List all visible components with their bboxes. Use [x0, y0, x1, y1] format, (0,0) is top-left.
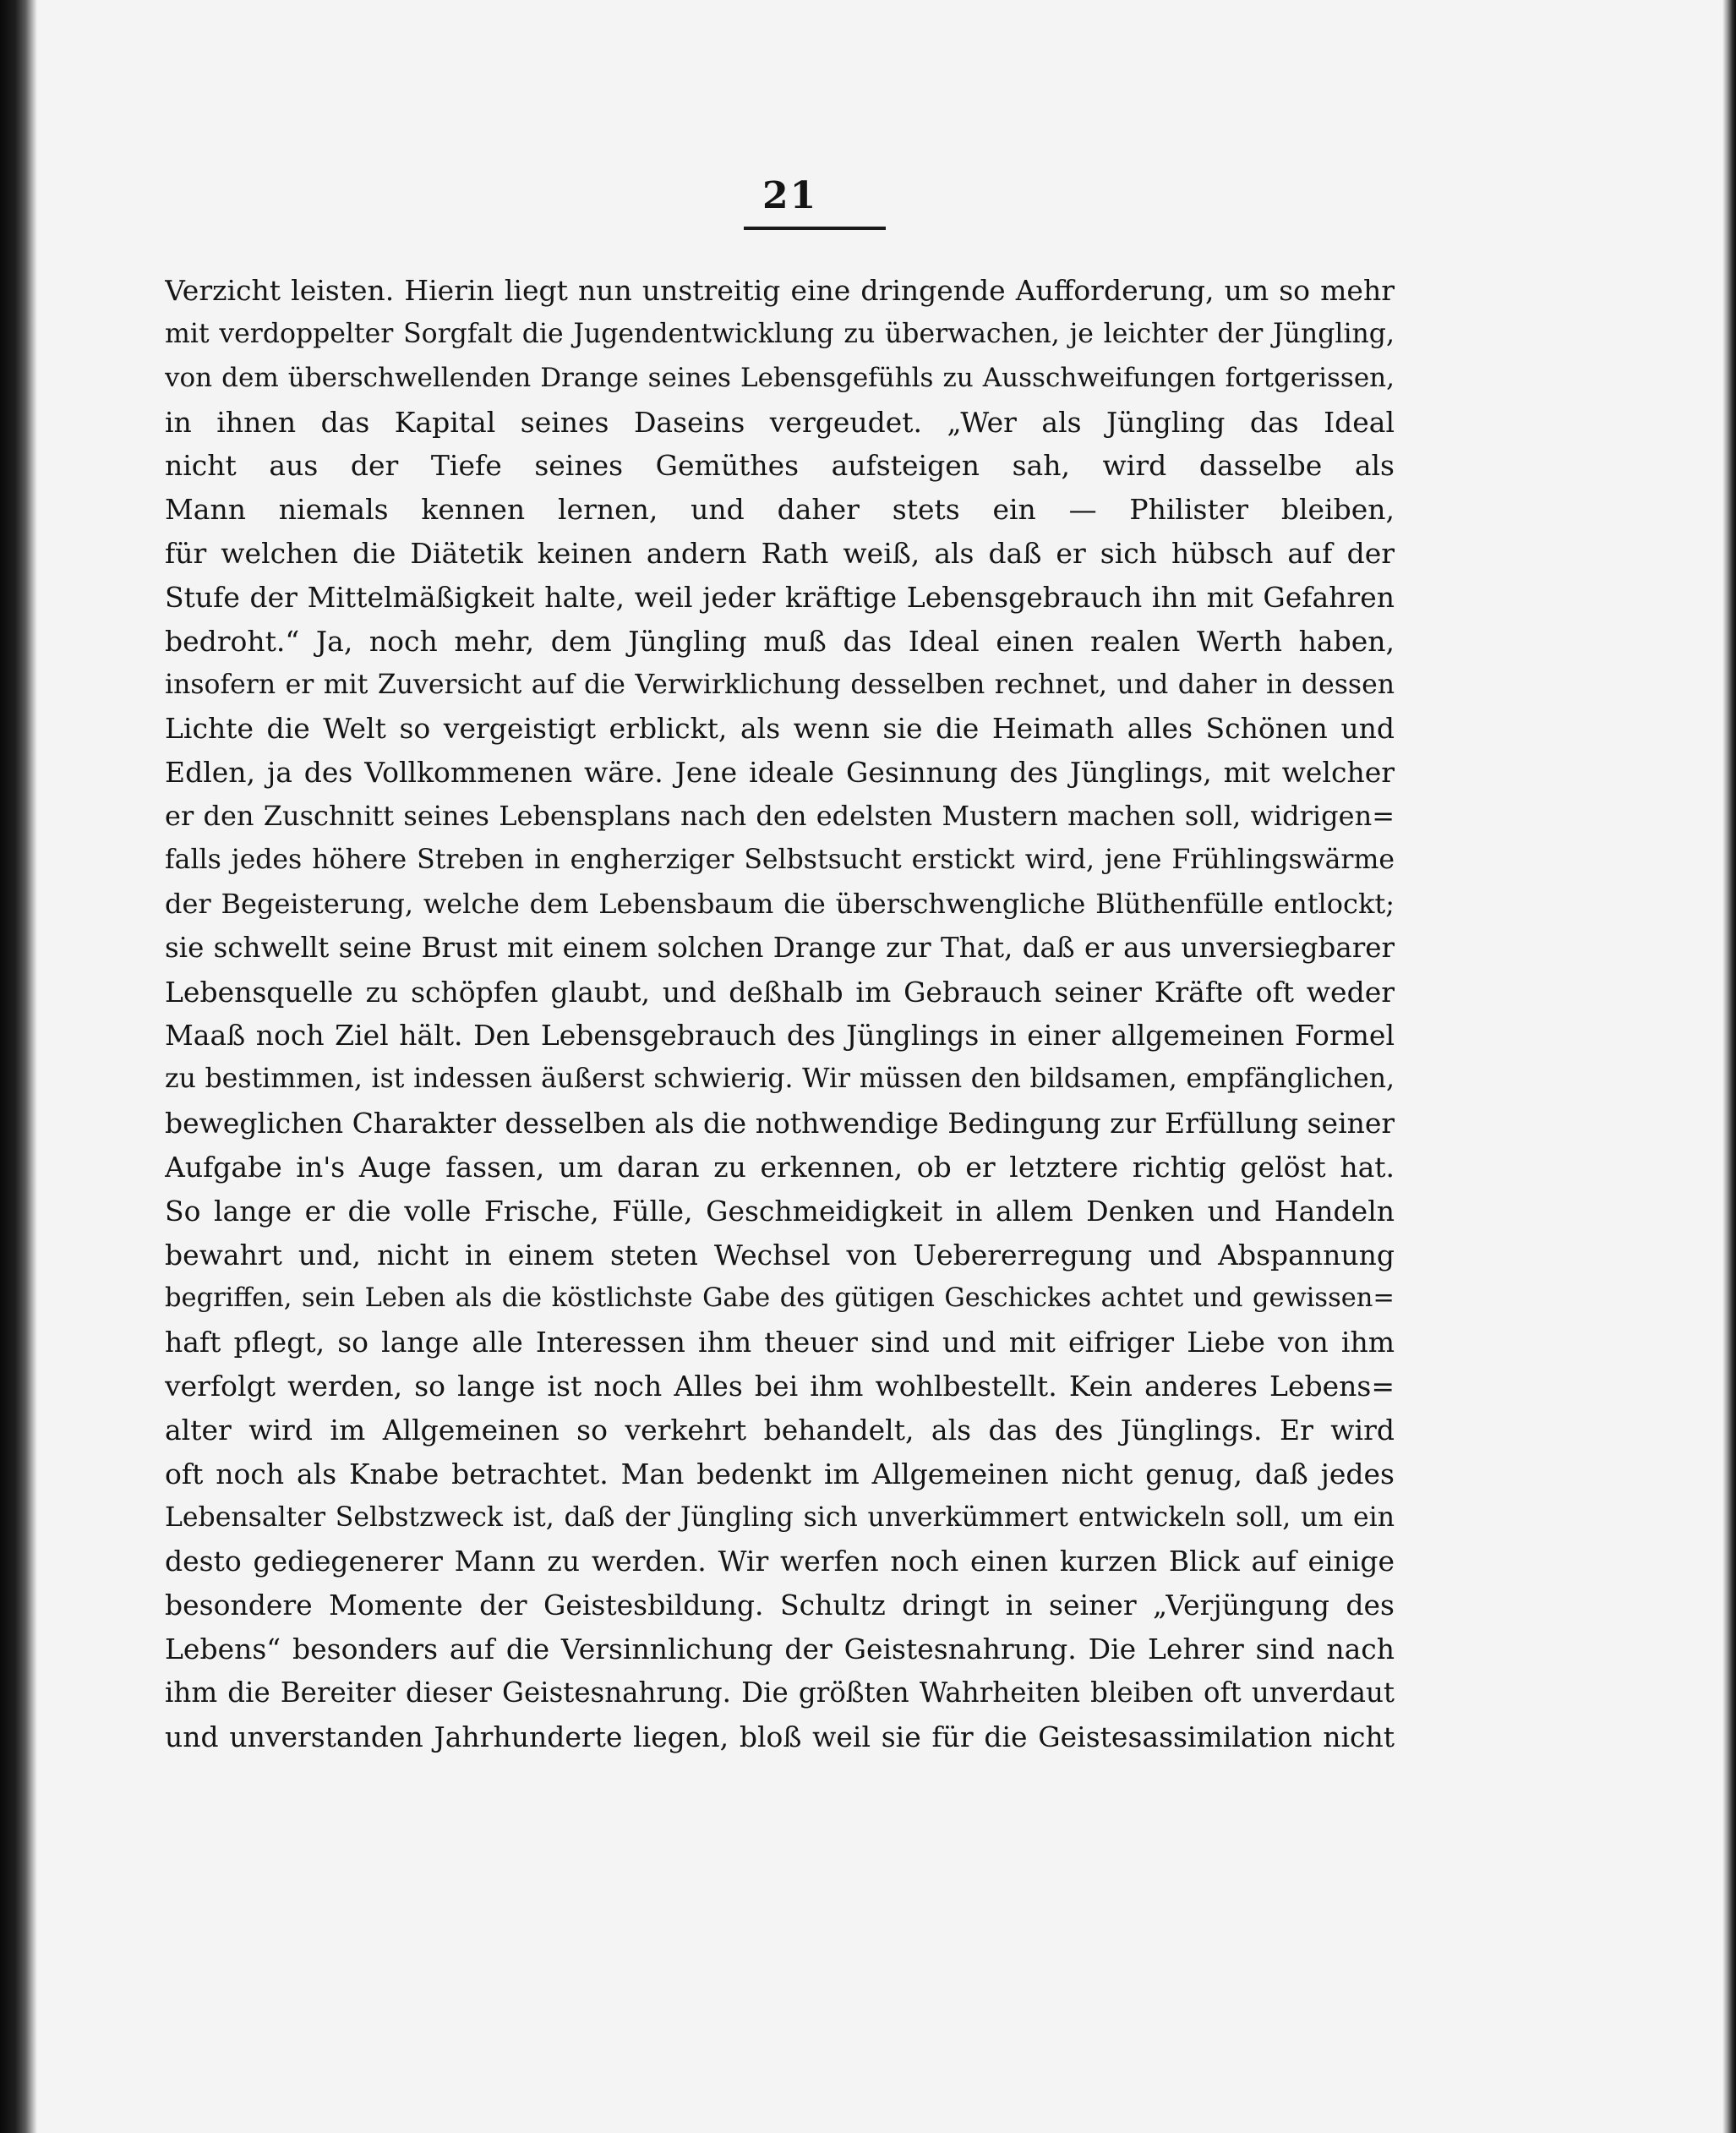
text-line: haft pflegt, so lange alle Interessen ihm theuer sind und mit eifriger Liebe von ihm	[165, 1326, 1395, 1359]
text-line: und unverstanden Jahrhunderte liegen, bloß weil sie für die Geistesassimilation nicht	[165, 1720, 1395, 1753]
header-rule	[744, 227, 886, 230]
text-line: Stufe der Mittelmäßigkeit halte, weil jeder kräftige Lebensgebrauch ihn mit Gefahren	[165, 580, 1395, 614]
page-number: 21	[762, 174, 818, 217]
text-line: Lichte die Welt so vergeistigt erblickt, als wenn sie die Heimath alles Schönen und	[165, 712, 1395, 746]
page-edge-shadow	[1722, 0, 1736, 2133]
text-line: beweglichen Charakter desselben als die nothwendige Bedingung zur Erfüllung seiner	[165, 1107, 1395, 1140]
text-line: ihm die Bereiter dieser Geistesnahrung. Die größten Wahrheiten bleiben oft unverdaut	[165, 1676, 1395, 1709]
text-line: nicht aus der Tiefe seines Gemüthes aufsteigen sah, wird dasselbe als	[165, 449, 1395, 483]
body-text	[165, 269, 1395, 1759]
text-line: Aufgabe in's Auge fassen, um daran zu erkennen, ob er letztere richtig gelöst hat.	[165, 1150, 1395, 1184]
text-line: alter wird im Allgemeinen so verkehrt behandelt, als das des Jünglings. Er wird	[165, 1413, 1395, 1447]
text-line: bedroht.“ Ja, noch mehr, dem Jüngling muß das Ideal einen realen Werth haben,	[165, 624, 1395, 658]
text-line: Verzicht leisten. Hierin liegt nun unstreitig eine dringende Aufforderung, um so mehr	[165, 274, 1395, 307]
text-line: So lange er die volle Frische, Fülle, Geschmeidigkeit in allem Denken und Handeln	[165, 1194, 1395, 1228]
text-line: für welchen die Diätetik keinen andern Rath weiß, als daß er sich hübsch auf der	[165, 537, 1395, 571]
text-line: er den Zuschnitt seines Lebensplans nach den edelsten Mustern machen soll, widrigen=	[165, 800, 1395, 833]
text-line: Lebens“ besonders auf die Versinnlichung der Geistesnahrung. Die Lehrer sind nach	[165, 1633, 1395, 1666]
text-line: Lebensquelle zu schöpfen glaubt, und deßhalb im Gebrauch seiner Kräfte oft weder	[165, 975, 1395, 1009]
binding-shadow	[0, 0, 37, 2133]
text-line: von dem überschwellenden Drange seines Lebensgefühls zu Ausschweifungen fortgerissen,	[165, 362, 1395, 393]
text-line: mit verdoppelter Sorgfalt die Jugendentwicklung zu überwachen, je leichter der Jüngling,	[165, 318, 1395, 349]
text-line: sie schwellt seine Brust mit einem solchen Drange zur That, daß er aus unversiegbarer	[165, 931, 1395, 964]
text-line: desto gediegenerer Mann zu werden. Wir werfen noch einen kurzen Blick auf einige	[165, 1545, 1395, 1578]
text-line: Lebensalter Selbstzweck ist, daß der Jüngling sich unverkümmert entwickeln soll, um ein	[165, 1501, 1395, 1533]
text-line: falls jedes höhere Streben in engherziger Selbstsucht erstickt wird, jene Frühlingswärme	[165, 844, 1395, 875]
text-line: insofern er mit Zuversicht auf die Verwirklichung desselben rechnet, und daher in dessen	[165, 669, 1395, 700]
text-line: Maaß noch Ziel hält. Den Lebensgebrauch des Jünglings in einer allgemeinen Formel	[165, 1019, 1395, 1053]
text-line: in ihnen das Kapital seines Daseins vergeudet. „Wer als Jüngling das Ideal	[165, 405, 1395, 439]
text-line: oft noch als Knabe betrachtet. Man bedenkt im Allgemeinen nicht genug, daß jedes	[165, 1457, 1395, 1490]
text-line: begriffen, sein Leben als die köstlichste Gabe des gütigen Geschickes achtet und gewissen=	[165, 1283, 1395, 1314]
text-line: besondere Momente der Geistesbildung. Schultz dringt in seiner „Verjüngung des	[165, 1589, 1395, 1622]
text-line: bewahrt und, nicht in einem steten Wechsel von Uebererregung und Abspannung	[165, 1238, 1395, 1272]
text-line: Mann niemals kennen lernen, und daher stets ein — Philister bleiben,	[165, 493, 1395, 527]
text-line: zu bestimmen, ist indessen äußerst schwierig. Wir müssen den bildsamen, empfänglichen,	[165, 1064, 1395, 1095]
text-line: Edlen, ja des Vollkommenen wäre. Jene ideale Gesinnung des Jünglings, mit welcher	[165, 756, 1395, 790]
text-line: der Begeisterung, welche dem Lebensbaum die überschwengliche Blüthenfülle entlockt;	[165, 887, 1395, 920]
text-line: verfolgt werden, so lange ist noch Alles bei ihm wohlbestellt. Kein anderes Lebens=	[165, 1370, 1395, 1403]
